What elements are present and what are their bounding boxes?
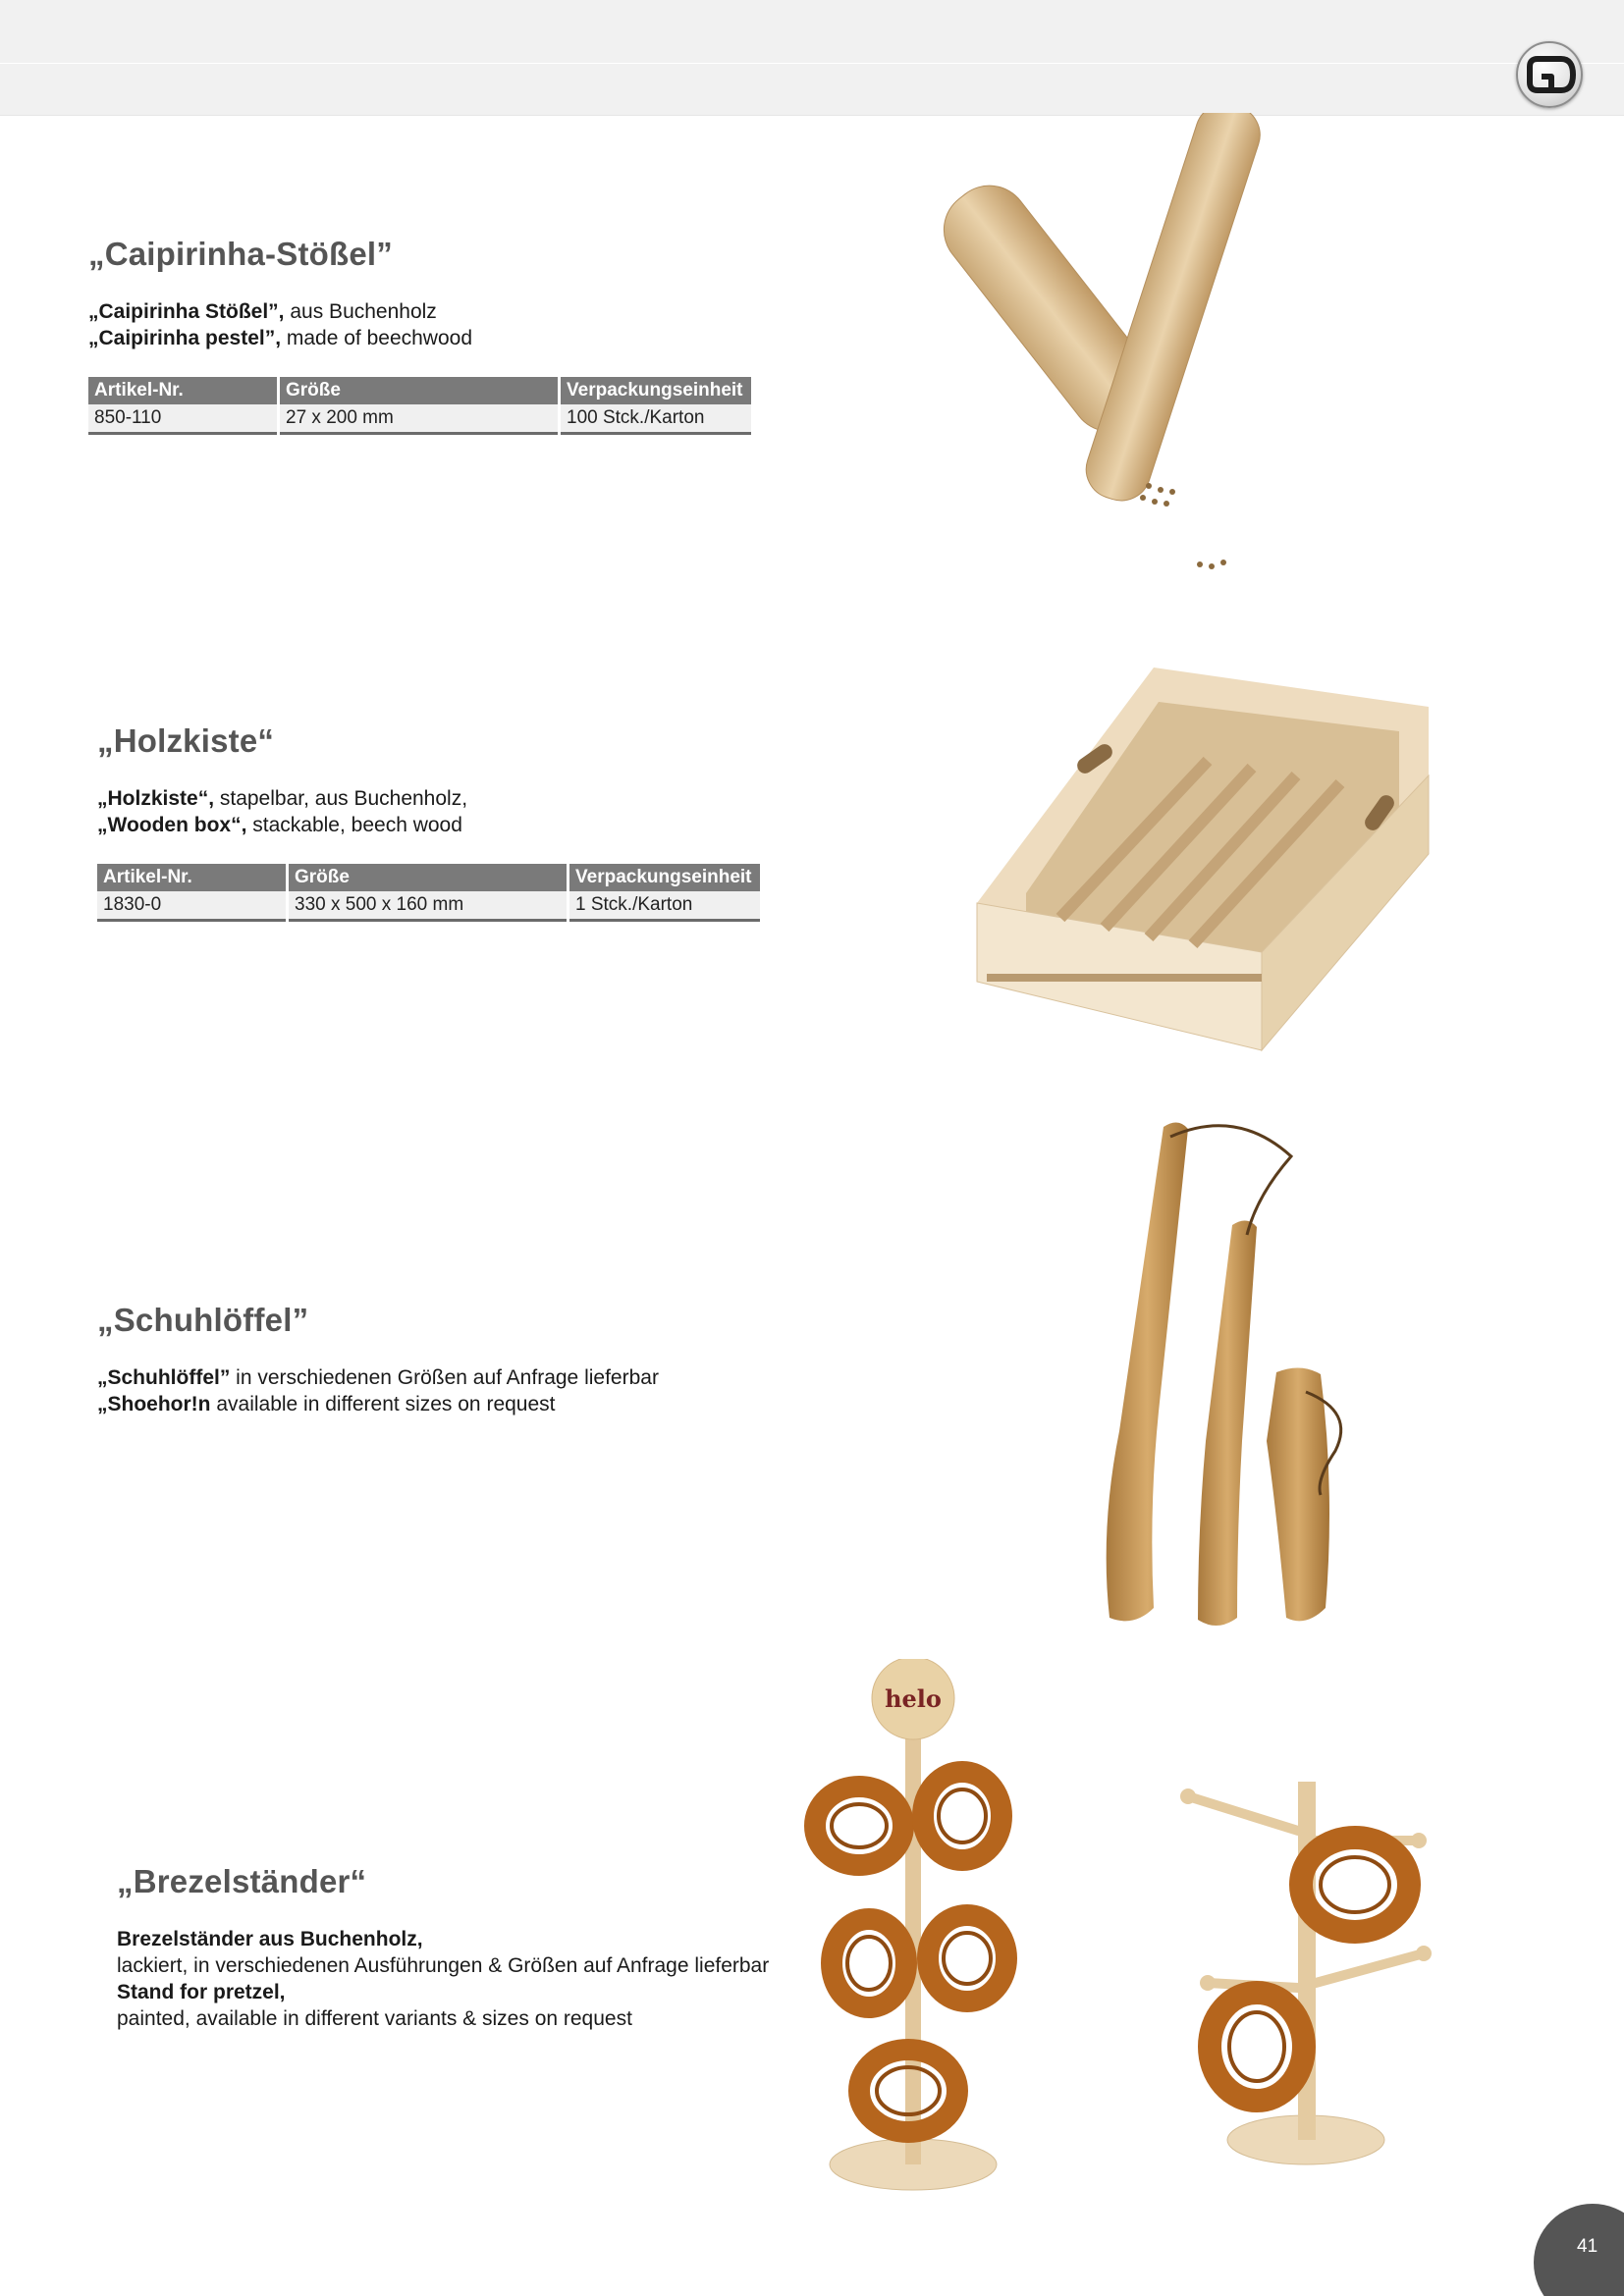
desc-bold: Stand for pretzel,	[117, 1981, 286, 2003]
header-band	[0, 0, 1624, 116]
desc-bold: „Shoehor!n	[97, 1393, 211, 1415]
desc-text: made of beechwood	[281, 327, 473, 349]
section-title: „Caipirinha-Stößel”	[88, 236, 393, 272]
desc-text: stackable, beech wood	[246, 814, 462, 836]
desc-text: painted, available in different variants & sizes on request	[117, 2007, 632, 2030]
table-cell: 850-110	[88, 404, 277, 435]
table-cell: 1830-0	[97, 891, 286, 922]
table-header: Artikel-Nr.	[97, 864, 286, 891]
section-description	[117, 1926, 769, 2032]
desc-bold: „Caipirinha pestel”,	[88, 327, 282, 349]
table-row	[97, 891, 760, 922]
table-cell: 330 x 500 x 160 mm	[289, 891, 567, 922]
header-divider	[0, 63, 1624, 64]
table-cell: 1 Stck./Karton	[569, 891, 760, 922]
desc-text: lackiert, in verschiedenen Ausführungen & Größen auf Anfrage lieferbar	[117, 1954, 770, 1977]
desc-bold: „Holzkiste“,	[97, 787, 215, 810]
section-wooden-box	[97, 722, 763, 922]
wooden-box-photo	[967, 658, 1438, 1060]
section-caipirinha-pestle	[88, 236, 754, 435]
desc-text: stapelbar, aus Buchenholz,	[214, 787, 468, 810]
desc-bold: „Wooden box“,	[97, 814, 247, 836]
section-shoehorn	[97, 1302, 659, 1417]
section-title: „Brezelständer“	[117, 1863, 367, 1899]
table-row	[88, 404, 751, 435]
desc-bold: Brezelständer aus Buchenholz,	[117, 1928, 423, 1950]
section-title: „Schuhlöffel”	[97, 1302, 309, 1338]
table-header: Größe	[289, 864, 567, 891]
pestle-photo	[943, 113, 1316, 604]
section-title: „Holzkiste“	[97, 722, 275, 759]
section-description	[97, 1364, 659, 1417]
table-header: Artikel-Nr.	[88, 377, 277, 404]
sign-text: helo	[885, 1684, 942, 1713]
desc-bold: „Caipirinha Stößel”,	[88, 300, 285, 323]
section-description	[88, 298, 754, 351]
section-pretzel-stand	[117, 1863, 769, 2032]
table-cell: 27 x 200 mm	[280, 404, 558, 435]
desc-bold: „Schuhlöffel”	[97, 1366, 231, 1389]
gd-logo-icon	[1516, 41, 1583, 108]
table-cell: 100 Stck./Karton	[561, 404, 751, 435]
desc-text: aus Buchenholz	[284, 300, 437, 323]
table-header: Verpackungseinheit	[561, 377, 751, 404]
pretzel-stand-photo	[785, 1659, 1473, 2209]
spec-table	[85, 377, 754, 435]
spec-table	[94, 864, 763, 922]
desc-text: in verschiedenen Größen auf Anfrage lieferbar	[230, 1366, 659, 1389]
table-header: Größe	[280, 377, 558, 404]
section-description	[97, 785, 763, 838]
page-number: 41	[1577, 2236, 1598, 2257]
shoehorn-photo	[1041, 1117, 1375, 1637]
desc-text: available in different sizes on request	[210, 1393, 556, 1415]
table-header: Verpackungseinheit	[569, 864, 760, 891]
